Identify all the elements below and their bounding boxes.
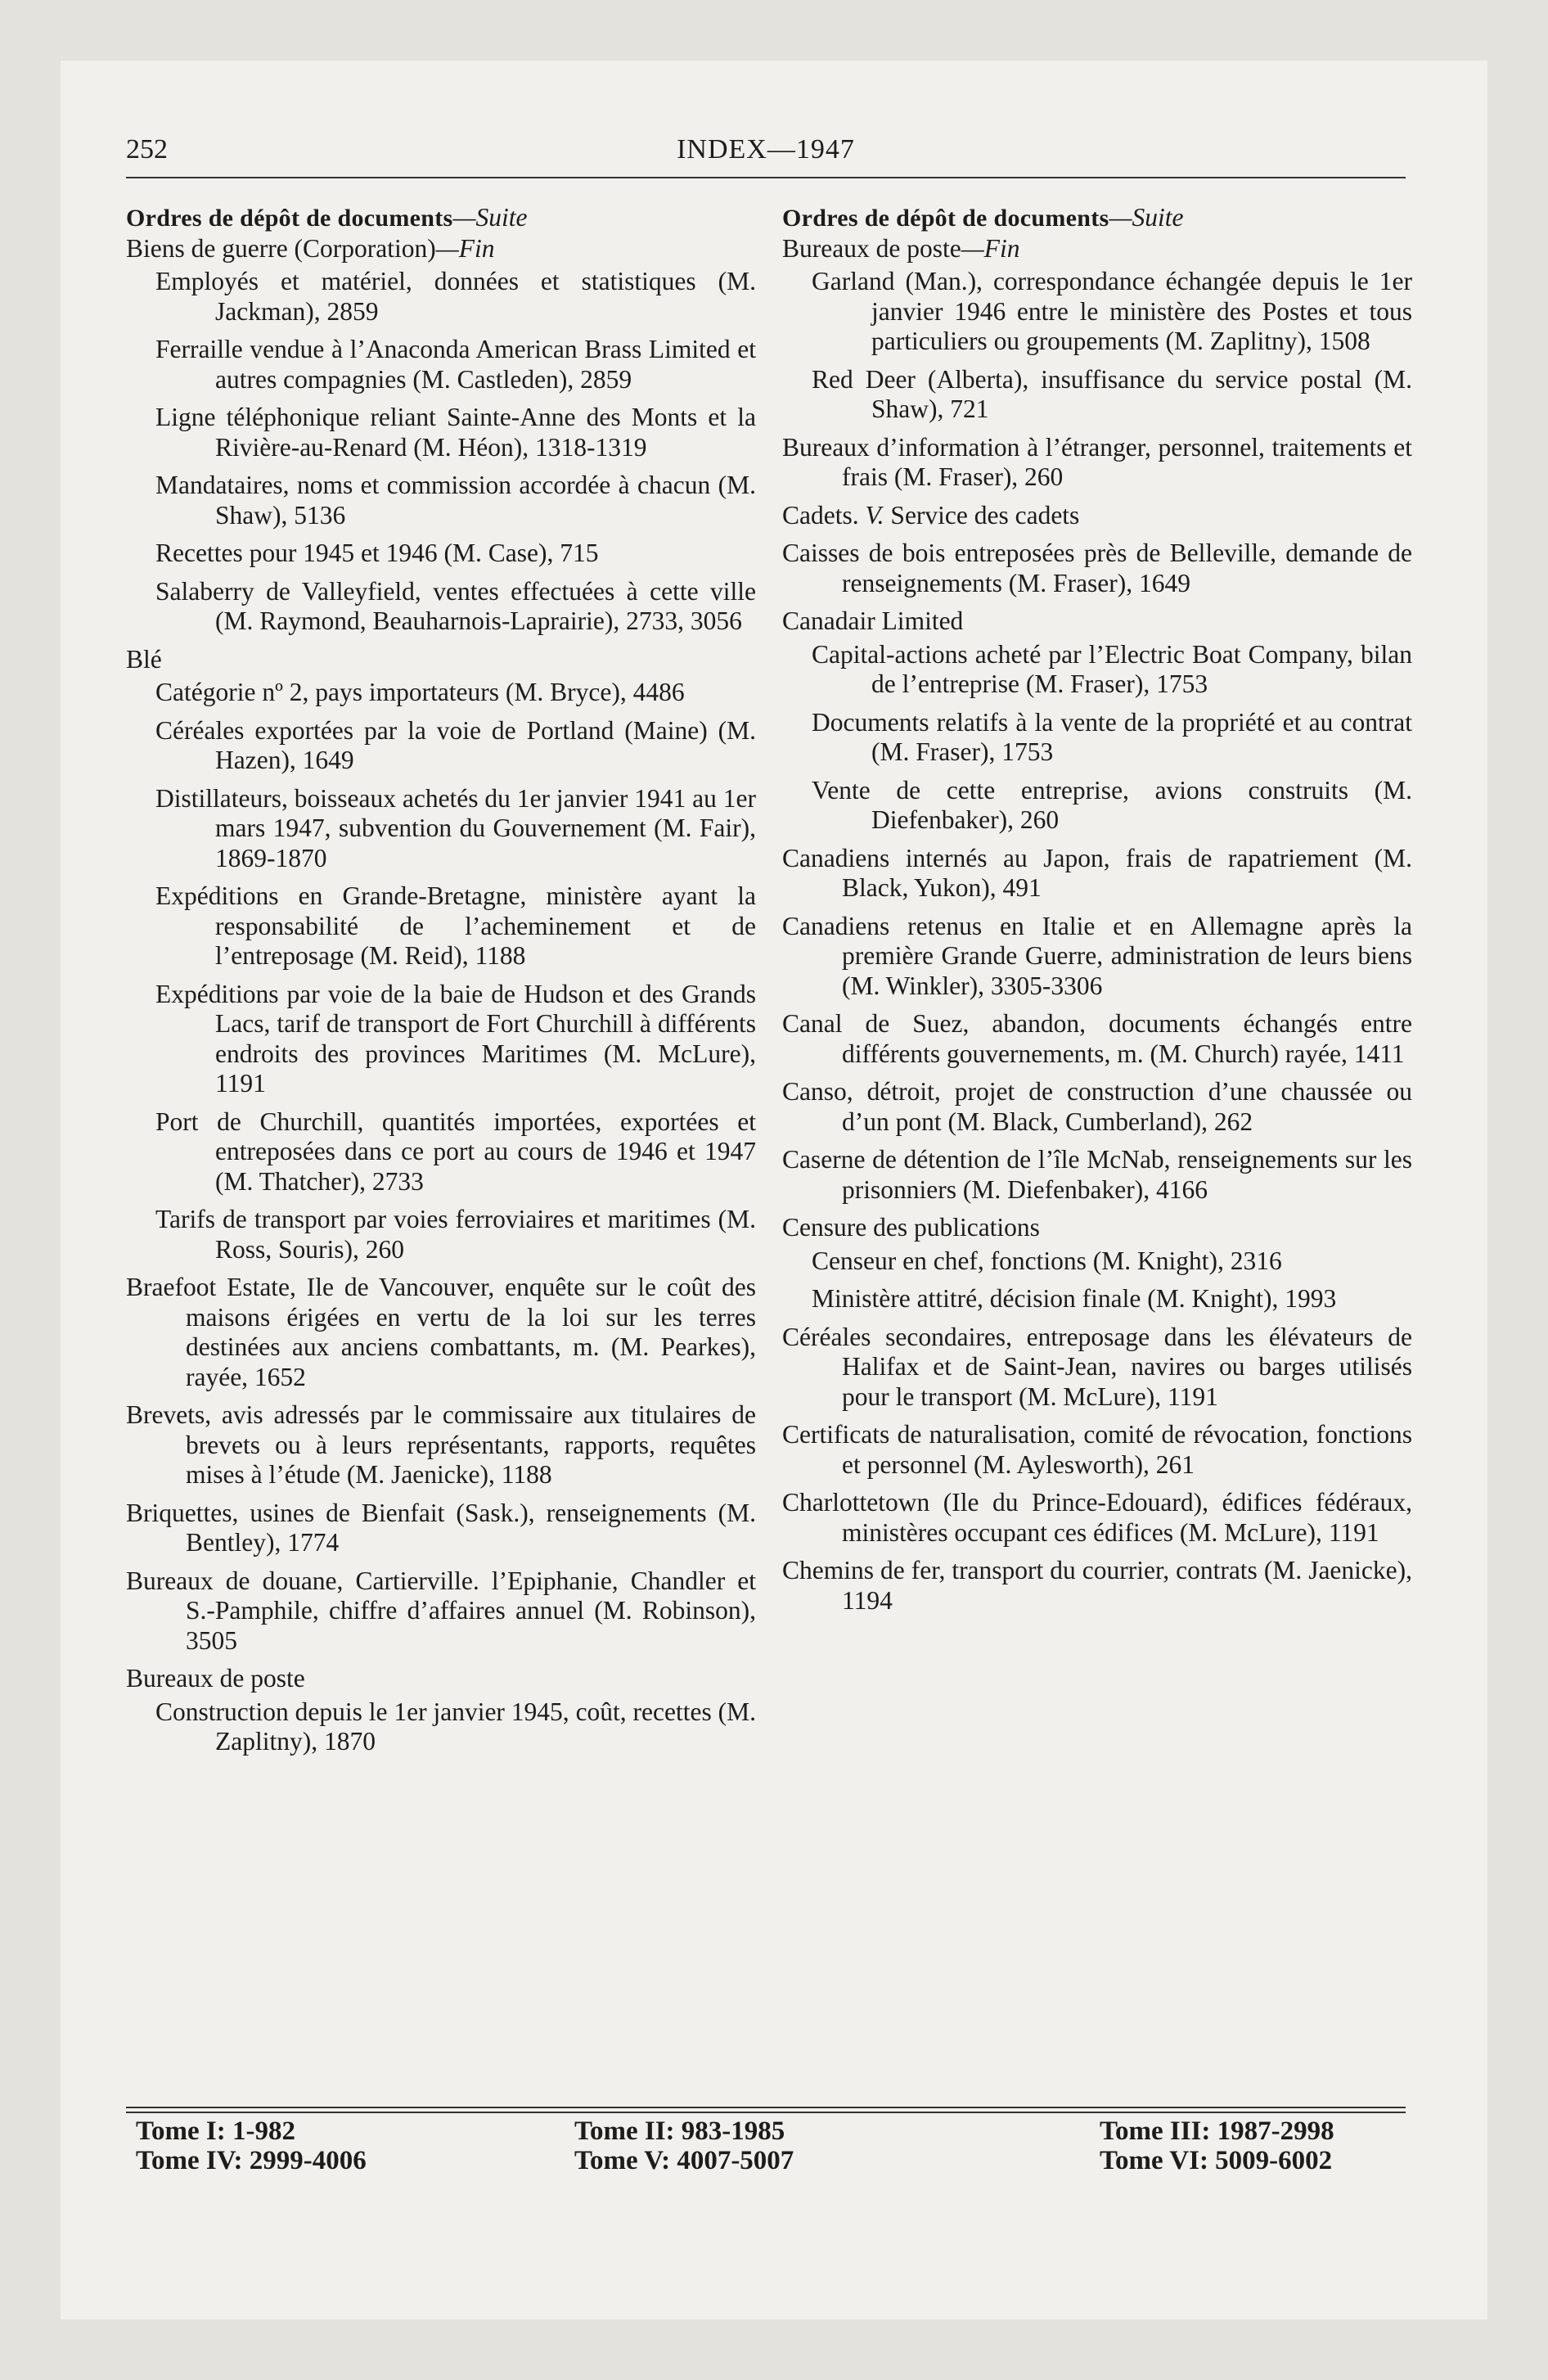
index-entry: Chemins de fer, transport du courrier, contrats (M. Jaenicke), 1194 [782,1556,1412,1615]
index-entry: Canal de Suez, abandon, documents échangés entre différents gouvernements, m. (M. Church) rayée, 1411 [782,1009,1412,1068]
index-entry: Briquettes, usines de Bienfait (Sask.), renseignements (M. Bentley), 1774 [126,1498,756,1557]
tome-range: Tome II: 983-1985 [574,2116,785,2146]
cross-reference-target: Service des cadets [884,500,1080,530]
index-entry: Garland (Man.), correspondance échangée depuis le 1er janvier 1946 entre le ministère des Postes et tous particuliers ou groupements (M. Zaplitny), 1508 [812,267,1412,355]
page-number: 252 [126,134,168,165]
cross-reference-term: Cadets. [782,500,866,530]
footer-rule [126,2107,1406,2108]
index-entry: Certificats de naturalisation, comité de révocation, fonctions et personnel (M. Aylesworth), 261 [782,1420,1412,1479]
page-header [126,134,1406,175]
footer-column [136,2116,367,2175]
continuation-title: Ordres de dépôt de documents [782,205,1109,232]
tome-range: Tome IV: 2999-4006 [136,2146,367,2175]
tome-range: Tome I: 1-982 [136,2116,295,2146]
index-entry: Construction depuis le 1er janvier 1945, coût, recettes (M. Zaplitny), 1870 [155,1697,756,1756]
see-marker: V. [865,500,884,530]
index-entry: Salaberry de Valleyfield, ventes effectuées à cette ville (M. Raymond, Beauharnois-Laprairie), 2733, 3056 [155,576,756,635]
index-entry: Braefoot Estate, Ile de Vancouver, enquête sur le coût des maisons érigées en vertu de la loi sur les terres destinées aux anciens combattants, m. (M. Pearkes), rayée, 1652 [126,1273,756,1391]
footer-rule [126,2112,1406,2113]
continuation-heading [126,203,756,234]
index-entry: Ligne téléphonique reliant Sainte-Anne des Monts et la Rivière-au-Renard (M. Héon), 1318-1319 [155,403,756,462]
index-entry: Distillateurs, boisseaux achetés du 1er janvier 1941 au 1er mars 1947, subvention du Gouvernement (M. Fair), 1869-1870 [155,783,756,872]
index-heading-suffix: —Fin [961,233,1020,263]
index-entry: Canadiens internés au Japon, frais de rapatriement (M. Black, Yukon), 491 [782,843,1412,902]
left-column [126,203,756,1765]
tome-range: Tome VI: 5009-6002 [1100,2146,1333,2175]
index-entry: Céréales exportées par la voie de Portland (Maine) (M. Hazen), 1649 [155,715,756,774]
index-entry: Expéditions par voie de la baie de Hudson et des Grands Lacs, tarif de transport de Fort Churchill à différents endroits des provinces Maritimes (M. McLure), 1191 [155,979,756,1098]
index-heading [782,234,1412,264]
index-entry: Catégorie nº 2, pays importateurs (M. Bryce), 4486 [155,678,685,706]
footer-column [1100,2116,1334,2175]
tome-range: Tome V: 4007-5007 [574,2146,794,2175]
index-entry: Tarifs de transport par voies ferroviaires et maritimes (M. Ross, Souris), 260 [155,1205,756,1264]
index-heading-text: Bureaux de poste [782,233,961,263]
index-entry: Employés et matériel, données et statistiques (M. Jackman), 2859 [155,267,756,326]
running-head: INDEX—1947 [677,134,855,165]
continuation-suffix: —Suite [452,203,528,232]
footer-column [574,2116,794,2175]
index-entry: Canso, détroit, projet de construction d’une chaussée ou d’un pont (M. Black, Cumberland), 262 [782,1077,1412,1136]
index-entry: Expéditions en Grande-Bretagne, ministère ayant la responsabilité de l’acheminement et de l’entreposage (M. Reid), 1188 [155,881,756,970]
index-entry: Censeur en chef, fonctions (M. Knight), 2316 [812,1246,1282,1275]
index-entry: Ministère attitré, décision finale (M. Knight), 1993 [812,1284,1337,1313]
index-entry: Caisses de bois entreposées près de Belleville, demande de renseignements (M. Fraser), 1649 [782,539,1412,597]
index-entry: Céréales secondaires, entreposage dans les élévateurs de Halifax et de Saint-Jean, navires ou barges utilisés pour le transport (M. McLure), 1191 [782,1322,1412,1411]
index-entry: Canadiens retenus en Italie et en Allemagne après la première Grande Guerre, administration de leurs biens (M. Winkler), 3305-3306 [782,911,1412,1000]
cross-reference-entry [782,501,1412,531]
index-heading: Censure des publications [782,1213,1040,1242]
index-heading: Bureaux de poste [126,1664,305,1693]
index-entry: Red Deer (Alberta), insuffisance du service postal (M. Shaw), 721 [812,364,1412,423]
index-entry: Ferraille vendue à l’Anaconda American Brass Limited et autres compagnies (M. Castleden), 2859 [155,335,756,394]
continuation-heading [782,203,1412,234]
index-entry: Charlottetown (Ile du Prince-Edouard), édifices fédéraux, ministères occupant ces édifices (M. McLure), 1191 [782,1488,1412,1547]
index-entry: Vente de cette entreprise, avions construits (M. Diefenbaker), 260 [812,775,1412,834]
index-heading-suffix: —Fin [435,233,495,263]
header-rule [126,177,1406,178]
index-entry: Brevets, avis adressés par le commissaire aux titulaires de brevets ou à leurs représentants, rapports, requêtes mises à l’étude (M. Jaenicke), 1188 [126,1400,756,1489]
index-entry: Recettes pour 1945 et 1946 (M. Case), 715 [155,539,599,567]
index-entry: Mandataires, noms et commission accordée à chacun (M. Shaw), 5136 [155,471,756,530]
index-entry: Documents relatifs à la vente de la propriété et au contrat (M. Fraser), 1753 [812,707,1412,766]
continuation-title: Ordres de dépôt de documents [126,205,453,232]
index-heading: Canadair Limited [782,606,964,635]
index-heading [126,234,756,264]
index-entry: Bureaux d’information à l’étranger, personnel, traitements et frais (M. Fraser), 260 [782,432,1412,491]
index-entry: Capital-actions acheté par l’Electric Boat Company, bilan de l’entreprise (M. Fraser), 1753 [812,639,1412,698]
index-entry: Caserne de détention de l’île McNab, renseignements sur les prisonniers (M. Diefenbaker), 4166 [782,1145,1412,1204]
continuation-suffix: —Suite [1109,203,1184,232]
right-column [782,203,1412,1624]
index-heading: Blé [126,644,162,674]
index-heading-text: Biens de guerre (Corporation) [126,233,436,263]
tome-range: Tome III: 1987-2998 [1100,2116,1334,2146]
index-entry: Port de Churchill, quantités importées, exportées et entreposées dans ce port au cours de 1946 et 1947 (M. Thatcher), 2733 [155,1107,756,1196]
index-entry: Bureaux de douane, Cartierville. l’Epiphanie, Chandler et S.-Pamphile, chiffre d’affaires annuel (M. Robinson), 3505 [126,1566,756,1655]
